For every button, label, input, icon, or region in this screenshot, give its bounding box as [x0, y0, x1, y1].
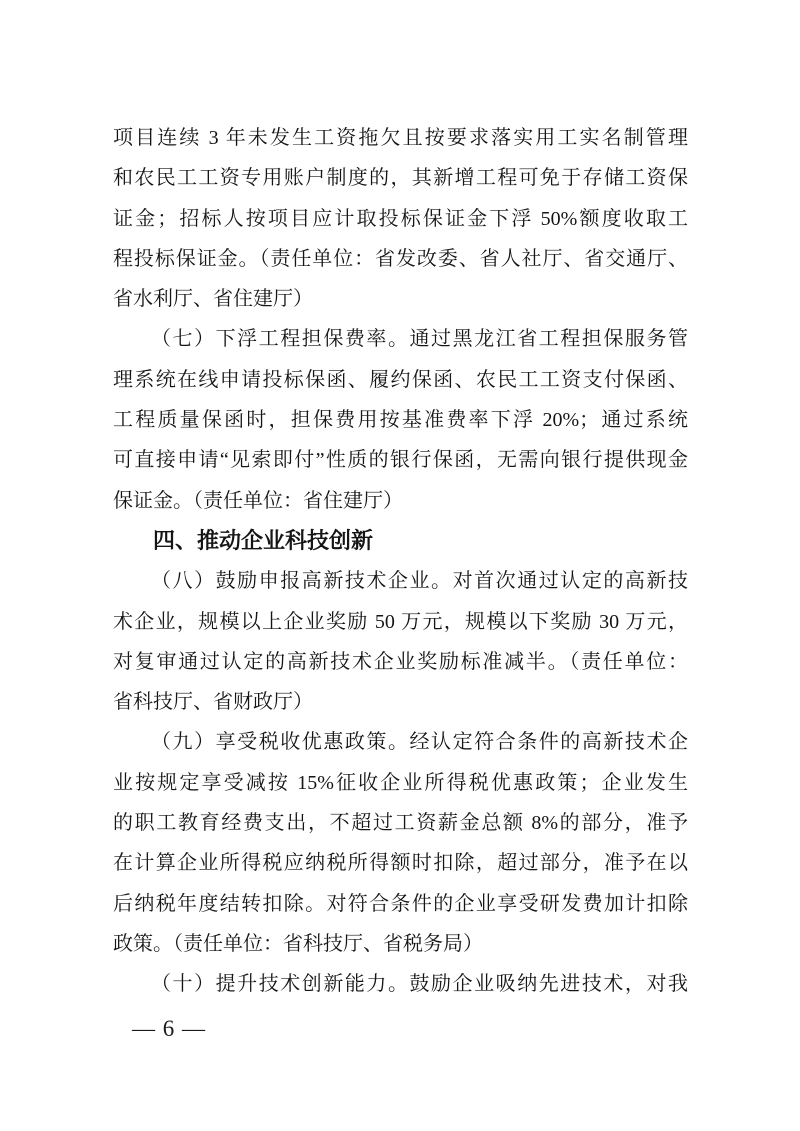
body-line: 的职工教育经费支出，不超过工资薪金总额 8%的部分，准予 — [113, 812, 688, 835]
body-line: 程投标保证金。（责任单位：省发改委、省人社厅、省交通厅、 — [113, 247, 688, 270]
body-line: 工程质量保函时，担保费用按基准费率下浮 20%；通过系统 — [113, 409, 688, 432]
body-line: 业按规定享受减按 15%征收企业所得税优惠政策；企业发生 — [113, 771, 688, 794]
body-line: 证金；招标人按项目应计取投标保证金下浮 50%额度收取工 — [113, 207, 688, 230]
body-line-item-eight: （八）鼓励申报高新技术企业。对首次通过认定的高新技 — [151, 570, 688, 593]
body-line: 对复审通过认定的高新技术企业奖励标准减半。（责任单位： — [113, 650, 688, 673]
body-line: 术企业，规模以上企业奖励 50 万元，规模以下奖励 30 万元， — [113, 610, 688, 633]
section-heading: 四、推动企业科技创新 — [153, 527, 374, 553]
body-line: 项目连续 3 年未发生工资拖欠且按要求落实用工实名制管理 — [113, 127, 688, 149]
document-body — [113, 118, 688, 1005]
body-line: 保证金。（责任单位：省住建厅） — [113, 489, 403, 512]
page-number: — 6 — — [132, 1016, 206, 1041]
body-line: 和农民工工资专用账户制度的，其新增工程可免于存储工资保 — [113, 167, 688, 190]
body-line: 可直接申请“见索即付”性质的银行保函，无需向银行提供现金 — [113, 449, 688, 472]
body-line-item-nine: （九）享受税收优惠政策。经认定符合条件的高新技术企 — [151, 731, 688, 754]
body-line-item-ten: （十）提升技术创新能力。鼓励企业吸纳先进技术，对我 — [151, 973, 688, 996]
body-line: 后纳税年度结转扣除。对符合条件的企业享受研发费加计扣除 — [113, 892, 688, 915]
body-line: 政策。（责任单位：省科技厅、省税务局） — [113, 932, 483, 955]
body-line-item-seven: （七）下浮工程担保费率。通过黑龙江省工程担保服务管 — [151, 328, 688, 351]
body-line: 省水利厅、省住建厅） — [113, 288, 313, 311]
body-line: 理系统在线申请投标保函、履约保函、农民工工资支付保函、 — [113, 368, 688, 391]
body-line: 省科技厅、省财政厅） — [113, 691, 313, 714]
body-line: 在计算企业所得税应纳税所得额时扣除，超过部分，准予在以 — [113, 852, 688, 875]
